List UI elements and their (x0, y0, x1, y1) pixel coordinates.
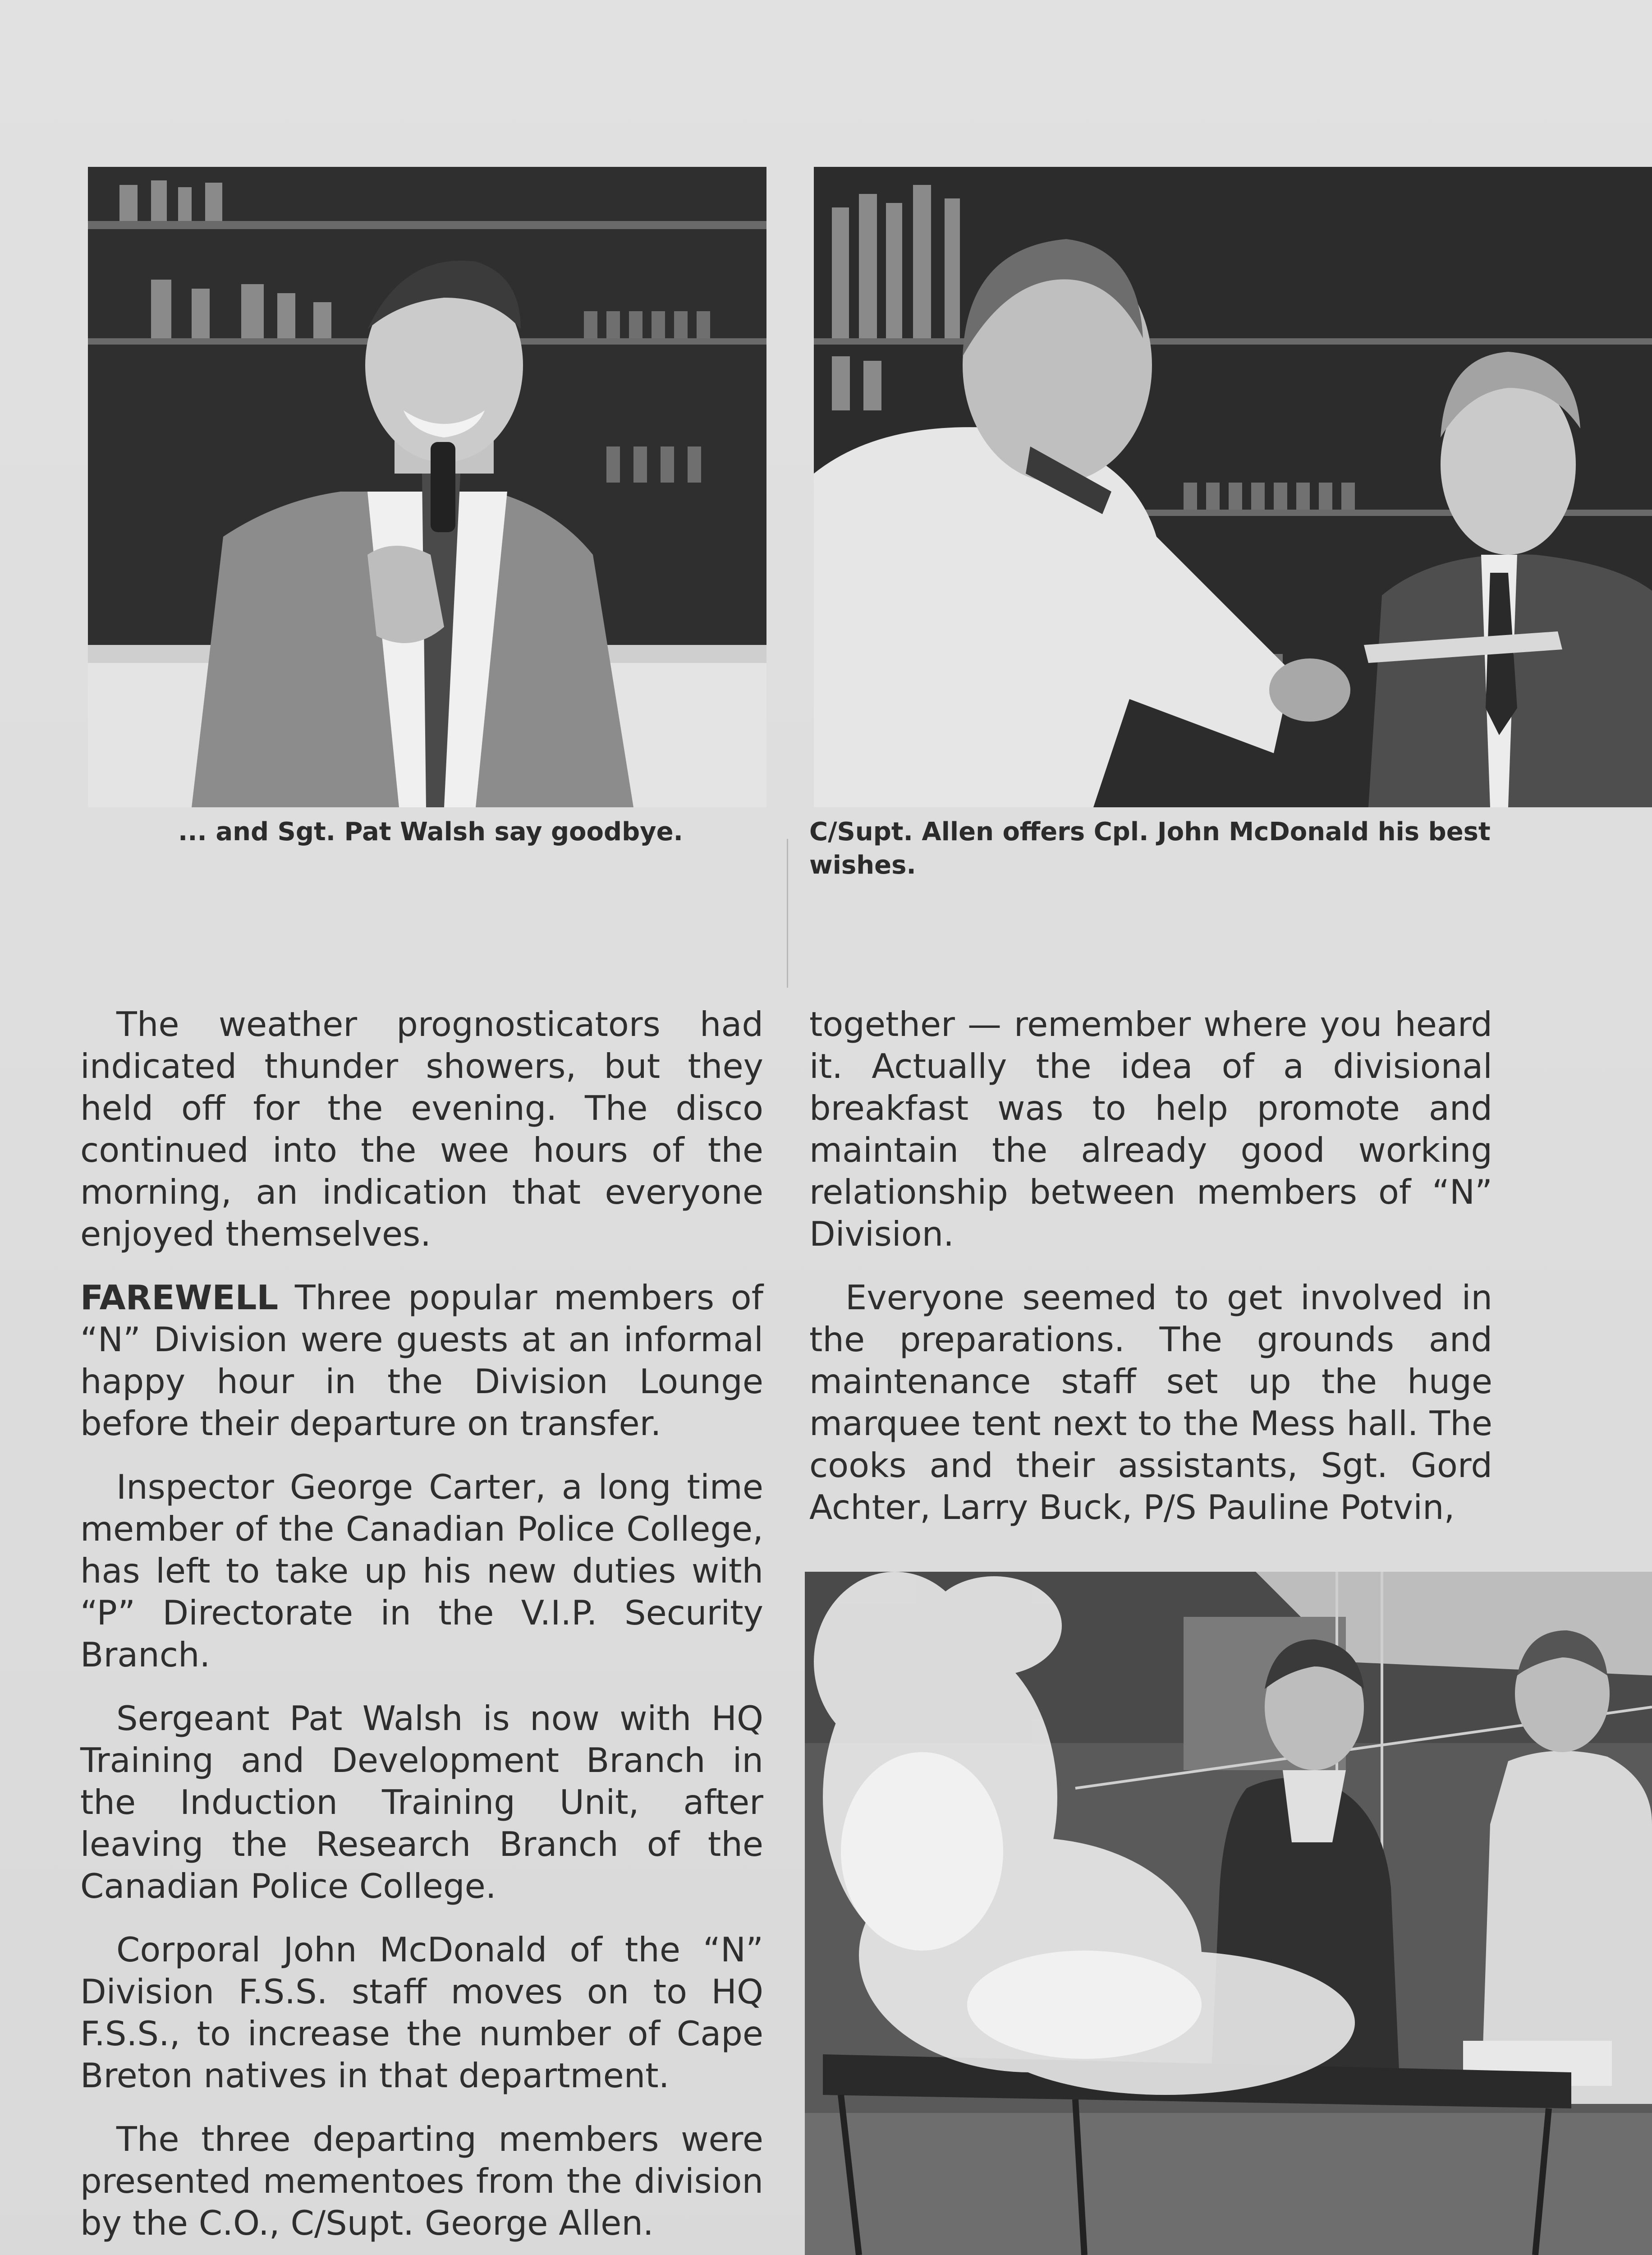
photo-chefs (805, 1572, 1652, 2255)
paragraph-weather: The weather prognosticators had indicated thunder showers, but they held off for the evening. The disco continued into the wee hours of the morning, an indication that everyone enjoyed themselves. (80, 1004, 763, 1254)
paragraph-preparations: Everyone seemed to get involved in the preparations. The grounds and maintenance staff set up the huge marquee tent next to the Mess hall. The cooks and their assistants, Sgt. Gord Achter, Larry Buck, P/S Pauline Potvin, (809, 1278, 1492, 1527)
paragraph-walsh: Sergeant Pat Walsh is now with HQ Training and Development Branch in the Induction Training Unit, after leaving the Research Branch of the Canadian Police College. (80, 1698, 763, 1906)
left-column (80, 1003, 763, 2255)
photo-allen-mcdonald (814, 167, 1652, 807)
photo-pat-walsh (88, 167, 766, 807)
paragraph-mcdonald: Corporal John McDonald of the “N” Division F.S.S. staff moves on to HQ F.S.S., to increase the number of Cape Breton natives in that department. (80, 1930, 763, 2095)
caption-pat-walsh: ... and Sgt. Pat Walsh say goodbye. (178, 817, 683, 847)
column-divider (787, 839, 788, 988)
heading-farewell: FAREWELL (80, 1278, 279, 1317)
paragraph-mementoes: The three departing members were presented mementoes from the division by the C.O., C/Supt. George Allen. (80, 2119, 763, 2243)
paragraph-farewell (80, 1277, 763, 1445)
paragraph-together: together — remember where you heard it. Actually the idea of a divisional breakfast was to help promote and maintain the already good working relationship between members of “N” Division. (809, 1004, 1492, 1254)
farewell-text: Three popular members of “N” Division were guests at an informal happy hour in the Division Lounge before their departure on transfer. (80, 1278, 763, 1443)
paragraph-carter: Inspector George Carter, a long time member of the Canadian Police College, has left to take up his new duties with “P” Directorate in the V.I.P. Security Branch. (80, 1467, 763, 1675)
caption-allen-mcdonald: C/Supt. Allen offers Cpl. John McDonald his best wishes. (809, 817, 1491, 880)
right-column (809, 1003, 1492, 1528)
